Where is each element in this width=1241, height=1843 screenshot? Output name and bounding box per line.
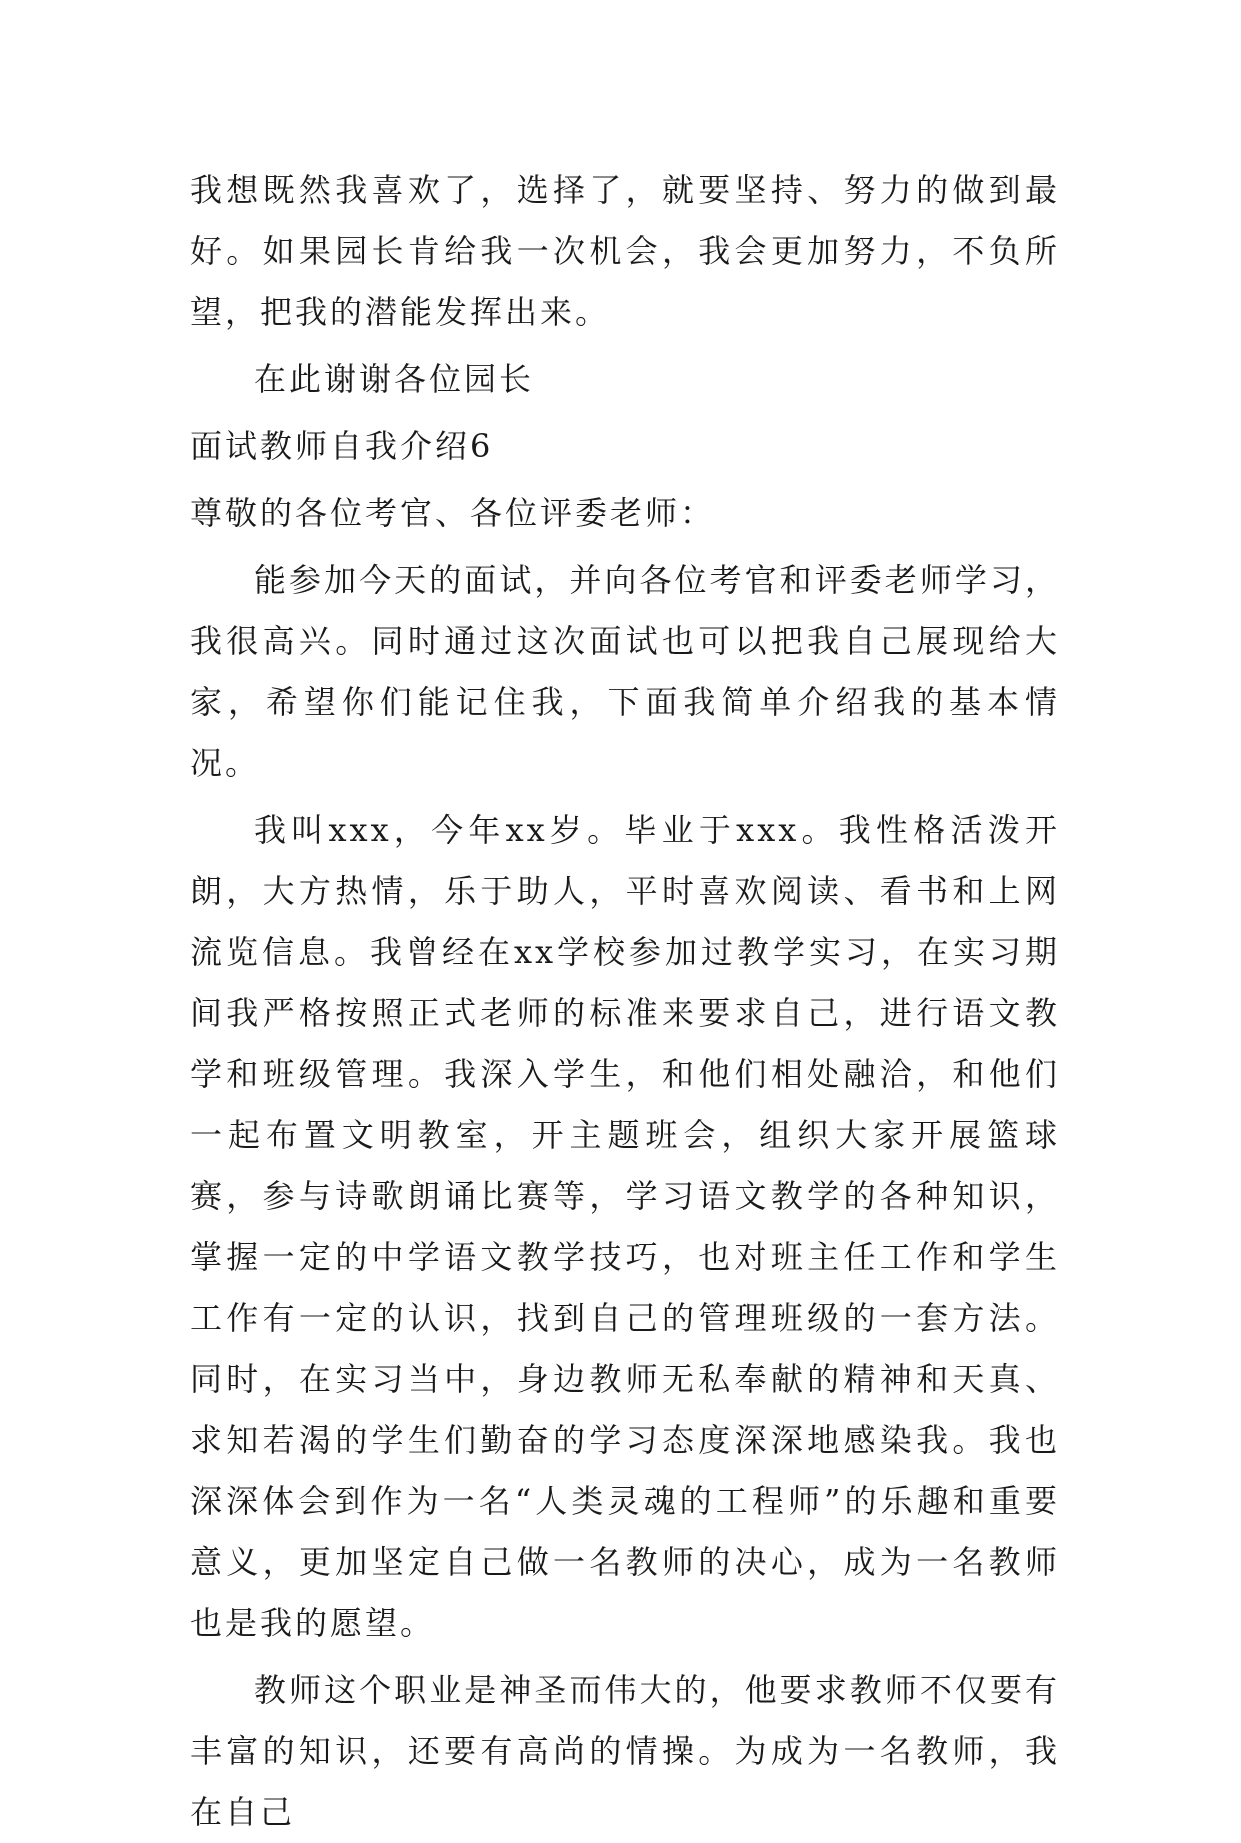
paragraph-thanks: 在此谢谢各位园长 — [254, 360, 535, 398]
document-body — [190, 160, 1060, 1843]
paragraph-intro: 能参加今天的面试，并向各位考官和评委老师学习，我很高兴。同时通过这次面试也可以把我自己展现给大家，希望你们能记住我，下面我简单介绍我的基本情况。 — [190, 561, 1060, 782]
paragraph-background: 我叫xxx，今年xx岁。毕业于xxx。我性格活泼开朗，大方热情，乐于助人，平时喜欢阅读、看书和上网流览信息。我曾经在xx学校参加过教学实习，在实习期间我严格按照正式老师的标准来要求自己，进行语文教学和班级管理。我深入学生，和他们相处融洽，和他们一起布置文明教室，开主题班会，组织大家开展篮球赛，参与诗歌朗诵比赛等，学习语文教学的各种知识，掌握一定的中学语文教学技巧，也对班主任工作和学生工作有一定的认识，找到自己的管理班级的一套方法。同时，在实习当中，身边教师无私奉献的精神和天真、求知若渴的学生们勤奋的学习态度深深地感染我。我也深深体会到作为一名“人类灵魂的工程师”的乐趣和重要意义，更加坚定自己做一名教师的决心，成为一名教师也是我的愿望。 — [190, 811, 1060, 1642]
paragraph-profession: 教师这个职业是神圣而伟大的，他要求教师不仅要有丰富的知识，还要有高尚的情操。为成为一名教师，我在自己 — [190, 1671, 1060, 1831]
paragraph-closing-statement: 我想既然我喜欢了，选择了，就要坚持、努力的做到最好。如果园长肯给我一次机会，我会更加努力，不负所望，把我的潜能发挥出来。 — [190, 171, 1060, 331]
salutation: 尊敬的各位考官、各位评委老师： — [190, 494, 716, 532]
section-heading: 面试教师自我介绍6 — [190, 427, 494, 465]
